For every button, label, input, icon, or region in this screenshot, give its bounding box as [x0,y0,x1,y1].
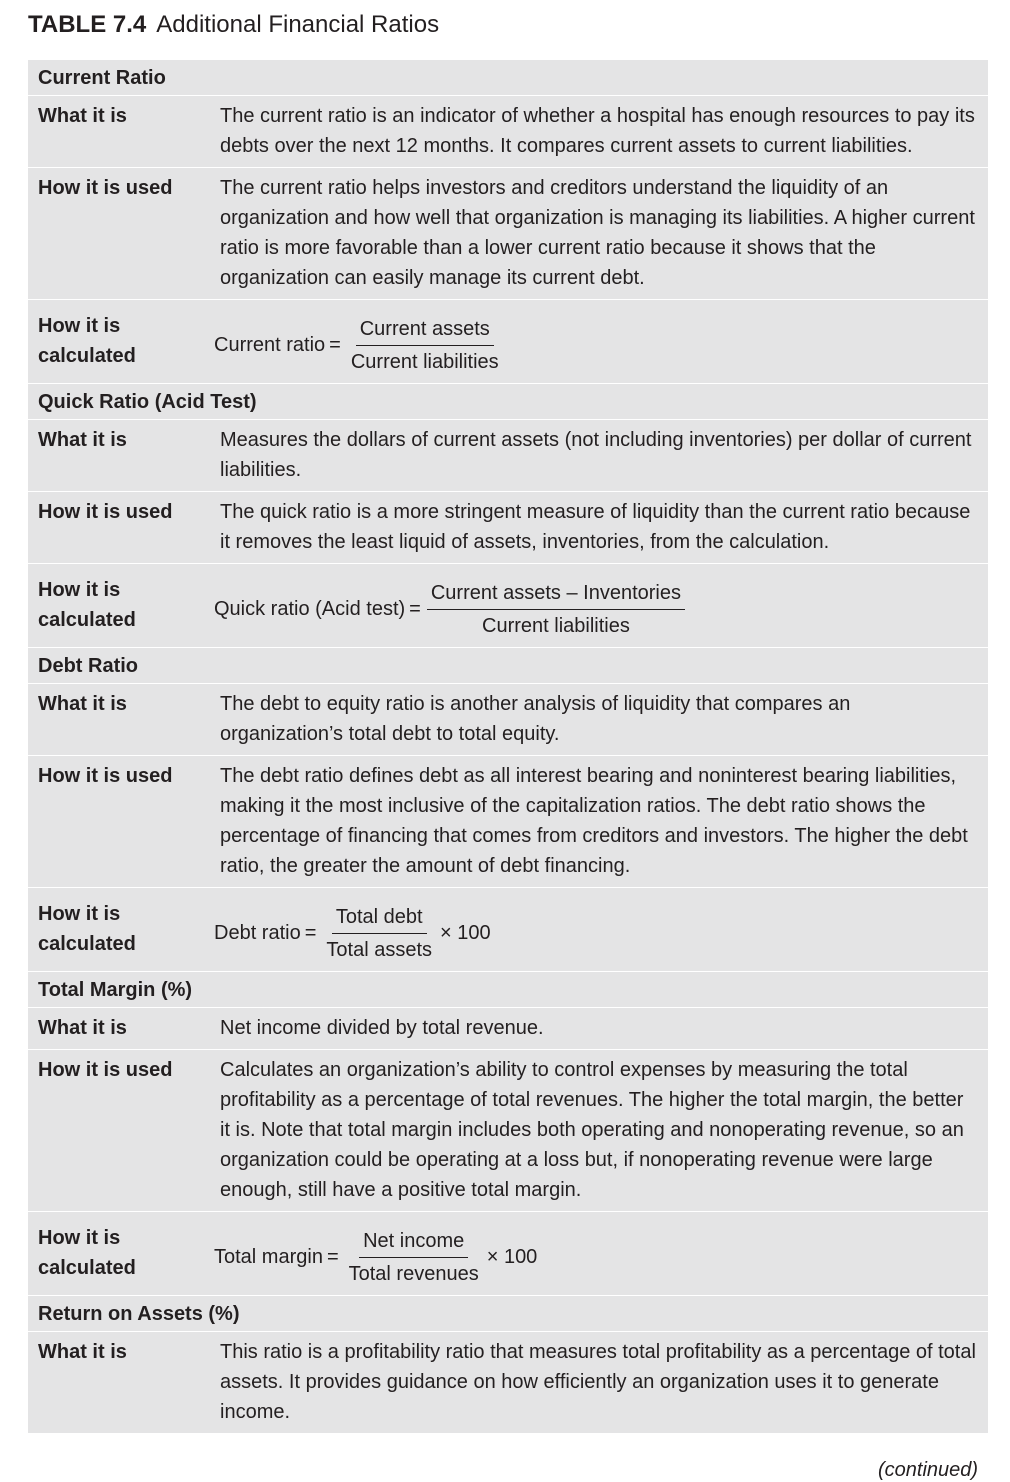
row-label-line: How it is [38,1226,121,1249]
row-how-it-is-used [28,168,988,300]
row-label: How it is used [38,1059,173,1081]
row-label-line: How it is [38,902,121,925]
formula-lhs: Total margin [214,1246,323,1268]
row-what-it-is [28,684,988,756]
row-label: How it is used [38,501,173,523]
row-label-line: How it is [38,314,121,337]
fraction-denominator: Current liabilities [350,351,499,373]
row-what-it-is [28,1008,988,1050]
row-how-it-is-used [28,756,988,888]
equals-sign: = [409,598,421,620]
row-label: How it is used [38,765,173,787]
row-label [28,1223,214,1283]
row-label: What it is [38,693,127,715]
section-heading-debt-ratio: Debt Ratio [28,648,988,684]
row-what-it-is [28,96,988,168]
section-heading-return-on-assets: Return on Assets (%) [28,1296,988,1332]
row-label-line: calculated [38,1256,136,1279]
fraction-denominator: Current liabilities [482,615,630,637]
row-label [28,311,214,371]
fraction-numerator: Current assets – Inventories [427,580,685,610]
fraction [427,580,685,639]
section-heading-current-ratio: Current Ratio [28,60,988,96]
row-text: The quick ratio is a more stringent measure of liquidity than the current ratio because it removes the least liquid of assets, inventories, from the calculation. [220,501,971,553]
row-label-line: calculated [38,932,136,955]
row-label-line: calculated [38,608,136,631]
row-text: This ratio is a profitability ratio that measures total profitability as a percentage of total assets. It provides guidance on how efficiently an organization uses it to generate income. [220,1341,976,1423]
row-how-it-is-calculated [28,1212,988,1296]
equals-sign: = [304,922,317,944]
fraction-denominator: Total revenues [348,1263,479,1285]
row-label: What it is [38,105,127,127]
formula-lhs: Quick ratio (Acid test) [214,598,406,620]
row-text: The debt ratio defines debt as all interest bearing and noninterest bearing liabilities, making it the most inclusive of the capitalization ratios. The debt ratio shows the percentage of financing that comes from creditors and investors. The higher the debt ratio, the greater the amount of debt financing. [220,765,968,877]
table-title [28,10,439,40]
formula [214,1218,537,1287]
row-text: Measures the dollars of current assets (not including inventories) per dollar of current liabilities. [220,429,972,481]
row-label-line: calculated [38,344,136,367]
formula [214,894,491,963]
section-heading-total-margin: Total Margin (%) [28,972,988,1008]
equals-sign: = [329,334,341,356]
fraction-numerator: Current assets [356,316,494,346]
formula-lhs: Debt ratio [214,922,301,944]
formula-multiplier: × 100 [486,1246,538,1268]
formula [214,306,503,375]
fraction [345,1228,483,1287]
row-text: The debt to equity ratio is another analysis of liquidity that compares an organization’s total debt to total equity. [220,693,851,745]
row-text: The current ratio helps investors and creditors understand the liquidity of an organization and how well that organization is managing its liabilities. A higher current ratio is more favorable than a lower current ratio because it shows that the organization can easily manage its current debt. [220,177,975,289]
fraction [322,904,436,963]
row-what-it-is [28,1332,988,1434]
section-heading-quick-ratio: Quick Ratio (Acid Test) [28,384,988,420]
row-how-it-is-calculated [28,300,988,384]
formula-multiplier: × 100 [440,922,491,944]
row-how-it-is-calculated [28,888,988,972]
row-what-it-is [28,420,988,492]
row-how-it-is-calculated [28,564,988,648]
row-text: Calculates an organization’s ability to control expenses by measuring the total profitability as a percentage of total revenues. The higher the total margin, the better it is. Note that total margin includes both operating and nonoperating revenue, so an organization could be operating at a loss but, if nonoperating revenue were large enough, still have a positive total margin. [220,1059,964,1201]
continued-note: (continued) [878,1459,979,1481]
fraction-numerator: Net income [359,1228,468,1258]
table-number: TABLE 7.4 [28,11,147,38]
row-label: What it is [38,1017,127,1039]
fraction-numerator: Total debt [332,904,427,934]
fraction-denominator: Total assets [326,939,433,961]
formula-lhs: Current ratio [214,334,326,356]
ratio-table [28,60,988,1434]
table-title-text: Additional Financial Ratios [156,11,440,38]
row-how-it-is-used [28,1050,988,1212]
row-label-line: How it is [38,578,121,601]
row-label [28,575,214,635]
row-label [28,899,214,959]
row-text: The current ratio is an indicator of whether a hospital has enough resources to pay its debts over the next 12 months. It compares current assets to current liabilities. [220,105,975,157]
formula [214,570,685,639]
row-label: How it is used [38,177,173,199]
row-label: What it is [38,429,127,451]
row-label: What it is [38,1341,127,1363]
fraction [347,316,503,375]
row-text: Net income divided by total revenue. [220,1017,544,1039]
equals-sign: = [326,1246,339,1268]
row-how-it-is-used [28,492,988,564]
